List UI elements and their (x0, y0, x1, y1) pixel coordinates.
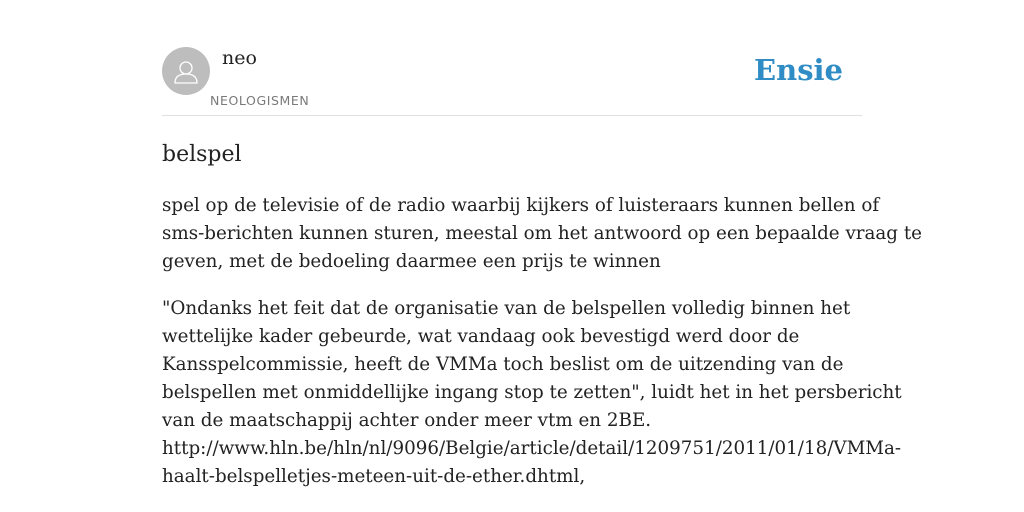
brand-logo[interactable]: Ensie (754, 53, 843, 87)
example-line: "Ondanks het feit dat de organisatie van de belspellen volledig binnen het (162, 298, 851, 319)
entry-definition (162, 192, 922, 276)
example-line: belspellen met onmiddellijke ingang stop te zetten", luidt het in het persbericht (162, 382, 902, 403)
example-line: Kansspelcommissie, heeft de VMMa toch beslist om de uitzending van de (162, 354, 844, 375)
header-divider (162, 115, 862, 116)
author-name[interactable]: neo (222, 47, 257, 69)
example-line: van de maatschappij achter onder meer vtm en 2BE. (162, 410, 652, 431)
entry-header (162, 46, 862, 116)
entry-title: belspel (162, 142, 242, 167)
example-line: wettelijke kader gebeurde, wat vandaag ook bevestigd werd door de (162, 326, 800, 347)
definition-line: geven, met de bedoeling daarmee een prijs te winnen (162, 251, 661, 272)
entry-example (162, 295, 902, 491)
user-avatar-icon[interactable] (162, 47, 210, 95)
category-label[interactable]: NEOLOGISMEN (210, 93, 310, 108)
definition-line: sms-berichten kunnen sturen, meestal om het antwoord op een bepaalde vraag te (162, 223, 922, 244)
example-source-link: haalt-belspelletjes-meteen-uit-de-ether.dhtml, (162, 466, 586, 487)
definition-line: spel op de televisie of de radio waarbij kijkers of luisteraars kunnen bellen of (162, 195, 880, 216)
example-source-link: http://www.hln.be/hln/nl/9096/Belgie/article/detail/1209751/2011/01/18/VMMa- (162, 438, 902, 459)
